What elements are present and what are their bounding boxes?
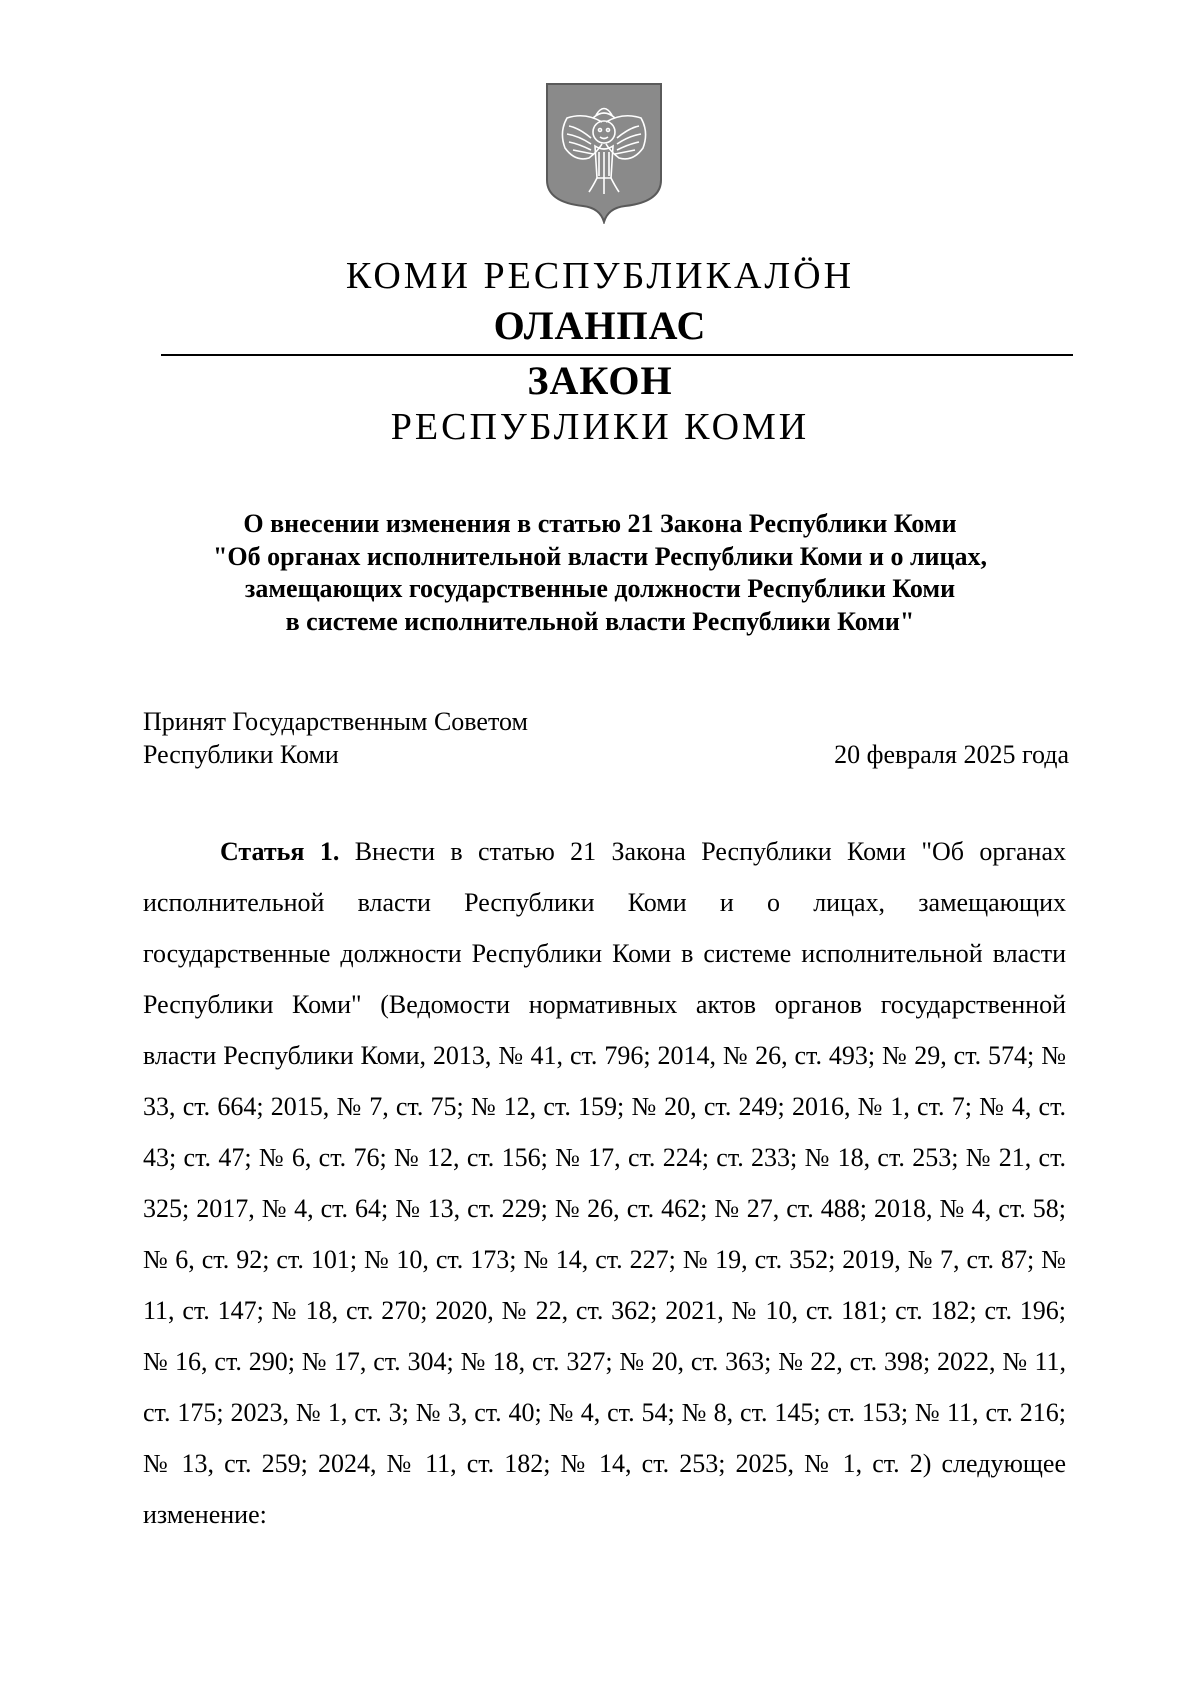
law-title-line: в системе исполнительной власти Республики Коми" — [285, 606, 915, 636]
law-title-line: "Об органах исполнительной власти Республики Коми и о лицах, — [212, 541, 988, 571]
law-title-line: замещающих государственные должности Республики Коми — [244, 574, 956, 603]
adoption-body-line: Принят Государственным Советом — [143, 707, 528, 736]
header-komi-republic: КОМИ РЕСПУБЛИКАЛÖН — [345, 255, 855, 297]
header-divider — [161, 354, 1073, 356]
adoption-body-line: Республики Коми — [143, 740, 339, 769]
article-1 — [143, 826, 1066, 1540]
header-republic: РЕСПУБЛИКИ КОМИ — [390, 406, 810, 448]
coat-of-arms-emblem — [545, 82, 663, 224]
article-1-text: Внести в статью 21 Закона Республики Коми "Об органах исполнительной власти Республики Коми и о лицах, замещающих государственные должности Республики Коми в системе исполнительной власти Республики Коми" (Ведомости нормативных актов органов государственной власти Республики Коми, 2013, № 41, ст. 796; 2014, № 26, ст. 493; № 29, ст. 574; № 33, ст. 664; 2015, № 7, ст. 75; № 12, ст. 159; № 20, ст. 249; 2016, № 1, ст. 7; № 4, ст. 43; ст. 47; № 6, ст. 76; № 12, ст. 156; № 17, ст. 224; ст. 233; № 18, ст. 253; № 21, ст. 325; 2017, № 4, ст. 64; № 13, ст. 229; № 26, ст. 462; № 27, ст. 488; 2018, № 4, ст. 58; № 6, ст. 92; ст. 101; № 10, ст. 173; № 14, ст. 227; № 19, ст. 352; 2019, № 7, ст. 87; № 11, ст. 147; № 18, ст. 270; 2020, № 22, ст. 362; 2021, № 10, ст. 181; ст. 182; ст. 196; № 16, ст. 290; № 17, ст. 304; № 18, ст. 327; № 20, ст. 363; № 22, ст. 398; 2022, № 11, ст. 175; 2023, № 1, ст. 3; № 3, ст. 40; № 4, ст. 54; № 8, ст. 145; ст. 153; № 11, ст. 216; № 13, ст. 259; 2024, № 11, ст. 182; № 14, ст. 253; 2025, № 1, ст. 2) следующее изменение: — [143, 837, 1067, 1529]
law-title-line: О внесении изменения в статью 21 Закона Республики Коми — [243, 509, 957, 538]
adoption-block — [143, 705, 528, 771]
header-zakon: ЗАКОН — [527, 358, 673, 403]
article-1-label: Статья 1. — [220, 837, 340, 866]
adoption-date: 20 февраля 2025 года — [834, 740, 1069, 769]
header-olanpas: ОЛАНПАС — [493, 303, 707, 348]
law-title — [0, 508, 1200, 638]
